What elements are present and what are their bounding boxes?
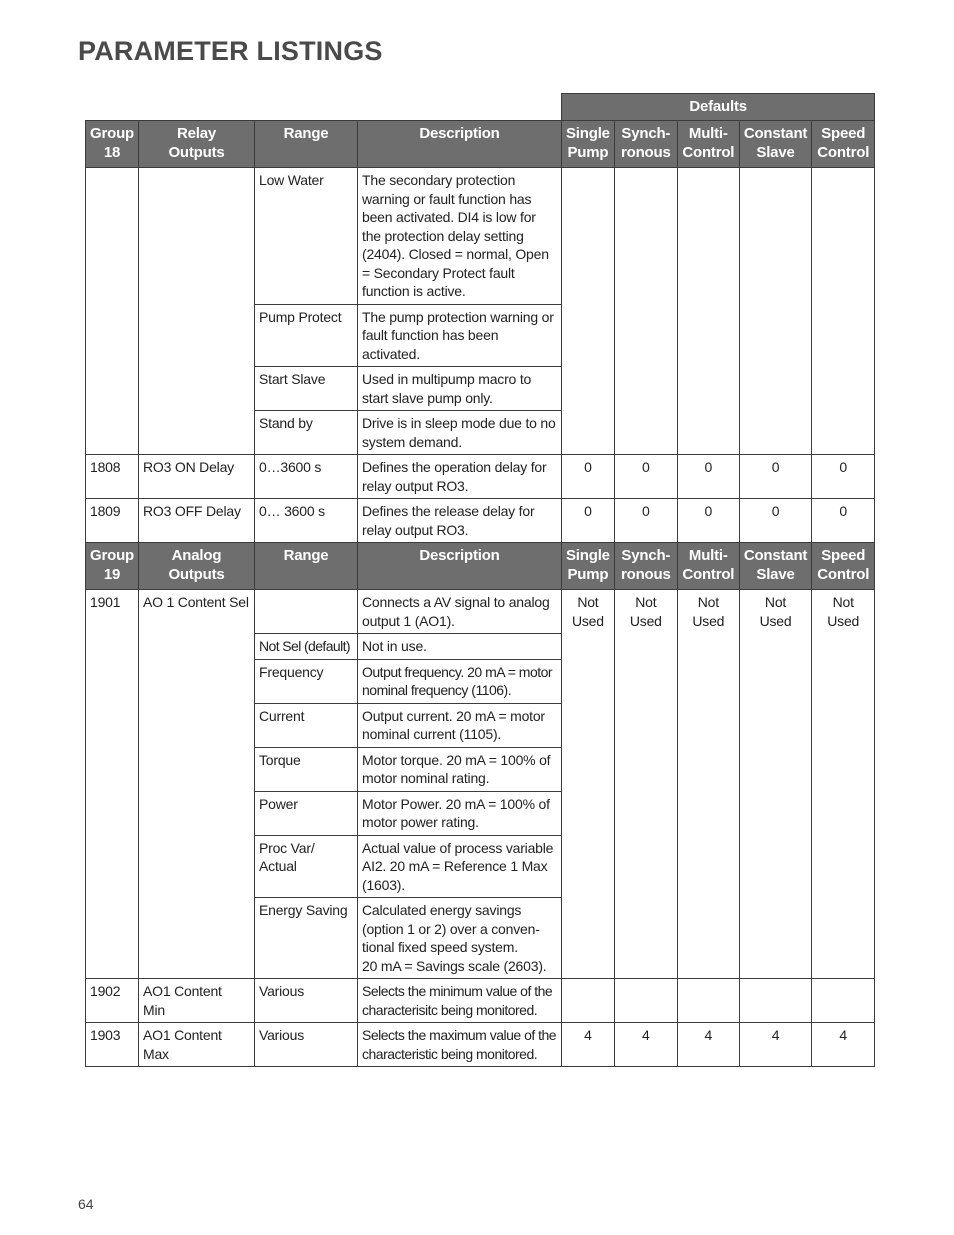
parameter-code: 1901 — [86, 590, 139, 979]
description-cell: Not in use. — [358, 634, 562, 660]
defaults-header: Defaults — [562, 94, 875, 121]
default-synchronous: 0 — [614, 455, 677, 499]
header-group-name: Analog Outputs — [139, 543, 255, 590]
page-number: 64 — [78, 1196, 94, 1212]
description-cell: Output frequency. 20 mA = motor nominal frequency (1106). — [358, 659, 562, 703]
default-speed-control — [812, 168, 875, 455]
header-constant-slave: Constant Slave — [739, 121, 811, 168]
header-constant-slave: Constant Slave — [739, 543, 811, 590]
default-synchronous: Not Used — [614, 590, 677, 979]
parameter-name: RO3 ON Delay — [139, 455, 255, 499]
default-constant-slave — [739, 168, 811, 455]
default-multi-control: 0 — [677, 455, 739, 499]
header-group-number: Group 18 — [86, 121, 139, 168]
header-single-pump: Single Pump — [562, 121, 615, 168]
default-single-pump: 4 — [562, 1023, 615, 1067]
parameter-name: RO3 OFF Delay — [139, 499, 255, 543]
description-cell: Drive is in sleep mode due to no system demand. — [358, 411, 562, 455]
table-row — [86, 590, 875, 634]
default-synchronous — [614, 168, 677, 455]
range-cell: Various — [255, 979, 358, 1023]
default-constant-slave — [739, 979, 811, 1023]
defaults-band-row — [86, 94, 875, 121]
range-cell: Start Slave — [255, 367, 358, 411]
blank-corner — [86, 94, 562, 121]
header-range: Range — [255, 543, 358, 590]
header-range: Range — [255, 121, 358, 168]
range-cell: Proc Var/ Actual — [255, 835, 358, 898]
header-synchronous: Synch- ronous — [614, 543, 677, 590]
default-speed-control: 0 — [812, 499, 875, 543]
header-synchronous: Synch- ronous — [614, 121, 677, 168]
default-constant-slave: 0 — [739, 499, 811, 543]
parameter-name: AO1 Content Min — [139, 979, 255, 1023]
header-speed-control: Speed Control — [812, 121, 875, 168]
default-multi-control — [677, 979, 739, 1023]
parameter-name: AO 1 Content Sel — [139, 590, 255, 979]
range-cell: Torque — [255, 747, 358, 791]
range-cell: Stand by — [255, 411, 358, 455]
range-cell: Low Water — [255, 168, 358, 305]
default-synchronous: 4 — [614, 1023, 677, 1067]
header-description: Description — [358, 543, 562, 590]
header-single-pump: Single Pump — [562, 543, 615, 590]
description-cell: Motor Power. 20 mA = 100% of motor power rating. — [358, 791, 562, 835]
default-synchronous — [614, 979, 677, 1023]
parameter-name-cell — [139, 168, 255, 455]
description-cell: Used in multipump macro to start slave pump only. — [358, 367, 562, 411]
default-multi-control: Not Used — [677, 590, 739, 979]
table-row — [86, 168, 875, 305]
default-speed-control — [812, 979, 875, 1023]
parameter-name: AO1 Content Max — [139, 1023, 255, 1067]
default-speed-control: 0 — [812, 455, 875, 499]
description-cell: Defines the release delay for relay output RO3. — [358, 499, 562, 543]
default-multi-control: 0 — [677, 499, 739, 543]
header-group-number: Group 19 — [86, 543, 139, 590]
parameter-code: 1808 — [86, 455, 139, 499]
range-cell: Frequency — [255, 659, 358, 703]
description-cell: Connects a AV signal to analog output 1 (AO1). — [358, 590, 562, 634]
default-single-pump: 0 — [562, 455, 615, 499]
description-cell: Selects the maximum value of the characteristic being monitored. — [358, 1023, 562, 1067]
parameter-table — [85, 93, 875, 1067]
table-row — [86, 499, 875, 543]
default-single-pump: Not Used — [562, 590, 615, 979]
default-single-pump — [562, 168, 615, 455]
description-cell: Output current. 20 mA = motor nominal current (1105). — [358, 703, 562, 747]
description-cell: The secondary protection warning or fault function has been activated. DI4 is low for the protection delay setting (2404). Closed = normal, Open = Secondary Protect fault function is active. — [358, 168, 562, 305]
description-cell: Defines the operation delay for relay output RO3. — [358, 455, 562, 499]
default-constant-slave: 0 — [739, 455, 811, 499]
description-cell: Calculated energy savings (option 1 or 2) over a conven-tional fixed speed system. 20 mA = Savings scale (2603). — [358, 898, 562, 979]
range-cell: Current — [255, 703, 358, 747]
header-description: Description — [358, 121, 562, 168]
group-18-header-row — [86, 121, 875, 168]
default-constant-slave: Not Used — [739, 590, 811, 979]
range-cell: Various — [255, 1023, 358, 1067]
table-row — [86, 1023, 875, 1067]
parameter-code: 1903 — [86, 1023, 139, 1067]
range-cell: 0… 3600 s — [255, 499, 358, 543]
page-title: PARAMETER LISTINGS — [78, 36, 383, 66]
table-row — [86, 979, 875, 1023]
default-synchronous: 0 — [614, 499, 677, 543]
range-cell: Energy Saving — [255, 898, 358, 979]
group-code-cell — [86, 168, 139, 455]
description-cell: Motor torque. 20 mA = 100% of motor nominal rating. — [358, 747, 562, 791]
description-cell: The pump protection warning or fault function has been activated. — [358, 304, 562, 367]
range-cell — [255, 590, 358, 634]
header-multi-control: Multi- Control — [677, 543, 739, 590]
parameter-code: 1902 — [86, 979, 139, 1023]
header-multi-control: Multi- Control — [677, 121, 739, 168]
default-single-pump: 0 — [562, 499, 615, 543]
range-cell: Pump Protect — [255, 304, 358, 367]
description-cell: Selects the minimum value of the characterisitc being monitored. — [358, 979, 562, 1023]
parameter-code: 1809 — [86, 499, 139, 543]
default-speed-control: 4 — [812, 1023, 875, 1067]
default-multi-control — [677, 168, 739, 455]
default-speed-control: Not Used — [812, 590, 875, 979]
group-19-header-row — [86, 543, 875, 590]
table-row — [86, 455, 875, 499]
default-single-pump — [562, 979, 615, 1023]
default-multi-control: 4 — [677, 1023, 739, 1067]
default-constant-slave: 4 — [739, 1023, 811, 1067]
description-cell: Actual value of process variable AI2. 20 mA = Reference 1 Max (1603). — [358, 835, 562, 898]
range-cell: Power — [255, 791, 358, 835]
header-speed-control: Speed Control — [812, 543, 875, 590]
range-cell: 0…3600 s — [255, 455, 358, 499]
range-cell: Not Sel (default) — [255, 634, 358, 660]
header-group-name: Relay Outputs — [139, 121, 255, 168]
